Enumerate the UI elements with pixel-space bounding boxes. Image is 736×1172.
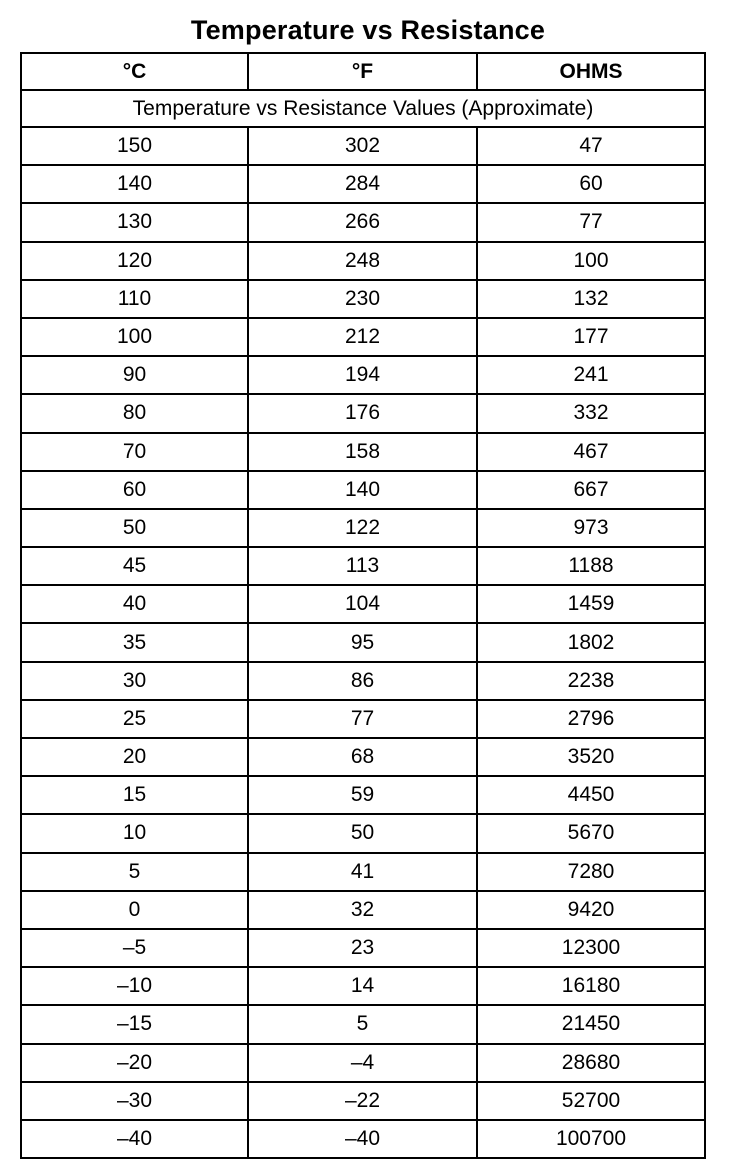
cell-ohms: 132 xyxy=(477,280,705,318)
cell-celsius: 50 xyxy=(21,509,248,547)
table-row xyxy=(21,623,705,661)
cell-fahrenheit: 59 xyxy=(248,776,477,814)
table-row xyxy=(21,394,705,432)
table-row xyxy=(21,929,705,967)
cell-celsius: 90 xyxy=(21,356,248,394)
cell-celsius: 60 xyxy=(21,471,248,509)
cell-ohms: 5670 xyxy=(477,814,705,852)
cell-ohms: 332 xyxy=(477,394,705,432)
table-row xyxy=(21,738,705,776)
table-row xyxy=(21,509,705,547)
cell-fahrenheit: 95 xyxy=(248,623,477,661)
cell-fahrenheit: 284 xyxy=(248,165,477,203)
table-row xyxy=(21,853,705,891)
cell-ohms: 100700 xyxy=(477,1120,705,1158)
cell-celsius: 70 xyxy=(21,433,248,471)
cell-fahrenheit: 23 xyxy=(248,929,477,967)
cell-ohms: 1802 xyxy=(477,623,705,661)
table-row xyxy=(21,814,705,852)
cell-fahrenheit: 140 xyxy=(248,471,477,509)
cell-fahrenheit: 104 xyxy=(248,585,477,623)
cell-fahrenheit: –22 xyxy=(248,1082,477,1120)
table-row xyxy=(21,662,705,700)
cell-ohms: 100 xyxy=(477,242,705,280)
cell-fahrenheit: 86 xyxy=(248,662,477,700)
cell-ohms: 21450 xyxy=(477,1005,705,1043)
cell-fahrenheit: –4 xyxy=(248,1044,477,1082)
cell-celsius: 80 xyxy=(21,394,248,432)
table-row xyxy=(21,700,705,738)
table-row xyxy=(21,318,705,356)
table-row xyxy=(21,585,705,623)
cell-celsius: 100 xyxy=(21,318,248,356)
table-row xyxy=(21,891,705,929)
cell-ohms: 1188 xyxy=(477,547,705,585)
cell-ohms: 241 xyxy=(477,356,705,394)
cell-fahrenheit: 5 xyxy=(248,1005,477,1043)
cell-fahrenheit: 41 xyxy=(248,853,477,891)
table-row xyxy=(21,127,705,165)
cell-celsius: 130 xyxy=(21,203,248,241)
cell-ohms: 2238 xyxy=(477,662,705,700)
cell-celsius: 40 xyxy=(21,585,248,623)
cell-fahrenheit: 122 xyxy=(248,509,477,547)
table-row xyxy=(21,776,705,814)
cell-fahrenheit: –40 xyxy=(248,1120,477,1158)
cell-ohms: 77 xyxy=(477,203,705,241)
cell-ohms: 60 xyxy=(477,165,705,203)
subtitle-row xyxy=(21,90,705,127)
cell-ohms: 52700 xyxy=(477,1082,705,1120)
cell-celsius: 15 xyxy=(21,776,248,814)
cell-ohms: 28680 xyxy=(477,1044,705,1082)
cell-celsius: 110 xyxy=(21,280,248,318)
cell-ohms: 177 xyxy=(477,318,705,356)
header-celsius: °C xyxy=(21,53,248,90)
table-row xyxy=(21,547,705,585)
cell-fahrenheit: 248 xyxy=(248,242,477,280)
cell-celsius: 0 xyxy=(21,891,248,929)
table-row xyxy=(21,1082,705,1120)
table-row xyxy=(21,433,705,471)
cell-fahrenheit: 68 xyxy=(248,738,477,776)
table-row xyxy=(21,203,705,241)
cell-celsius: 10 xyxy=(21,814,248,852)
cell-ohms: 667 xyxy=(477,471,705,509)
cell-ohms: 12300 xyxy=(477,929,705,967)
cell-celsius: –40 xyxy=(21,1120,248,1158)
cell-fahrenheit: 113 xyxy=(248,547,477,585)
header-ohms: OHMS xyxy=(477,53,705,90)
table-row xyxy=(21,356,705,394)
table-row xyxy=(21,165,705,203)
table-row xyxy=(21,1120,705,1158)
cell-celsius: –5 xyxy=(21,929,248,967)
cell-ohms: 47 xyxy=(477,127,705,165)
cell-celsius: –10 xyxy=(21,967,248,1005)
cell-celsius: 20 xyxy=(21,738,248,776)
cell-fahrenheit: 32 xyxy=(248,891,477,929)
cell-fahrenheit: 158 xyxy=(248,433,477,471)
cell-celsius: –15 xyxy=(21,1005,248,1043)
cell-celsius: –20 xyxy=(21,1044,248,1082)
cell-fahrenheit: 176 xyxy=(248,394,477,432)
cell-celsius: 45 xyxy=(21,547,248,585)
table-row xyxy=(21,967,705,1005)
header-row xyxy=(21,53,705,90)
temperature-resistance-table xyxy=(20,52,706,1159)
cell-fahrenheit: 266 xyxy=(248,203,477,241)
cell-ohms: 1459 xyxy=(477,585,705,623)
cell-ohms: 467 xyxy=(477,433,705,471)
cell-ohms: 9420 xyxy=(477,891,705,929)
cell-celsius: 5 xyxy=(21,853,248,891)
cell-celsius: –30 xyxy=(21,1082,248,1120)
cell-ohms: 973 xyxy=(477,509,705,547)
cell-celsius: 25 xyxy=(21,700,248,738)
cell-celsius: 35 xyxy=(21,623,248,661)
table-row xyxy=(21,280,705,318)
cell-fahrenheit: 230 xyxy=(248,280,477,318)
table-row xyxy=(21,242,705,280)
cell-ohms: 2796 xyxy=(477,700,705,738)
table-row xyxy=(21,471,705,509)
cell-ohms: 3520 xyxy=(477,738,705,776)
cell-fahrenheit: 194 xyxy=(248,356,477,394)
header-fahrenheit: °F xyxy=(248,53,477,90)
table-row xyxy=(21,1044,705,1082)
cell-ohms: 7280 xyxy=(477,853,705,891)
cell-fahrenheit: 302 xyxy=(248,127,477,165)
cell-fahrenheit: 212 xyxy=(248,318,477,356)
cell-celsius: 30 xyxy=(21,662,248,700)
cell-ohms: 4450 xyxy=(477,776,705,814)
cell-fahrenheit: 77 xyxy=(248,700,477,738)
cell-celsius: 120 xyxy=(21,242,248,280)
cell-fahrenheit: 50 xyxy=(248,814,477,852)
table-subtitle: Temperature vs Resistance Values (Approximate) xyxy=(21,90,705,127)
cell-fahrenheit: 14 xyxy=(248,967,477,1005)
cell-ohms: 16180 xyxy=(477,967,705,1005)
page-title: Temperature vs Resistance xyxy=(190,15,546,45)
cell-celsius: 150 xyxy=(21,127,248,165)
cell-celsius: 140 xyxy=(21,165,248,203)
table-row xyxy=(21,1005,705,1043)
